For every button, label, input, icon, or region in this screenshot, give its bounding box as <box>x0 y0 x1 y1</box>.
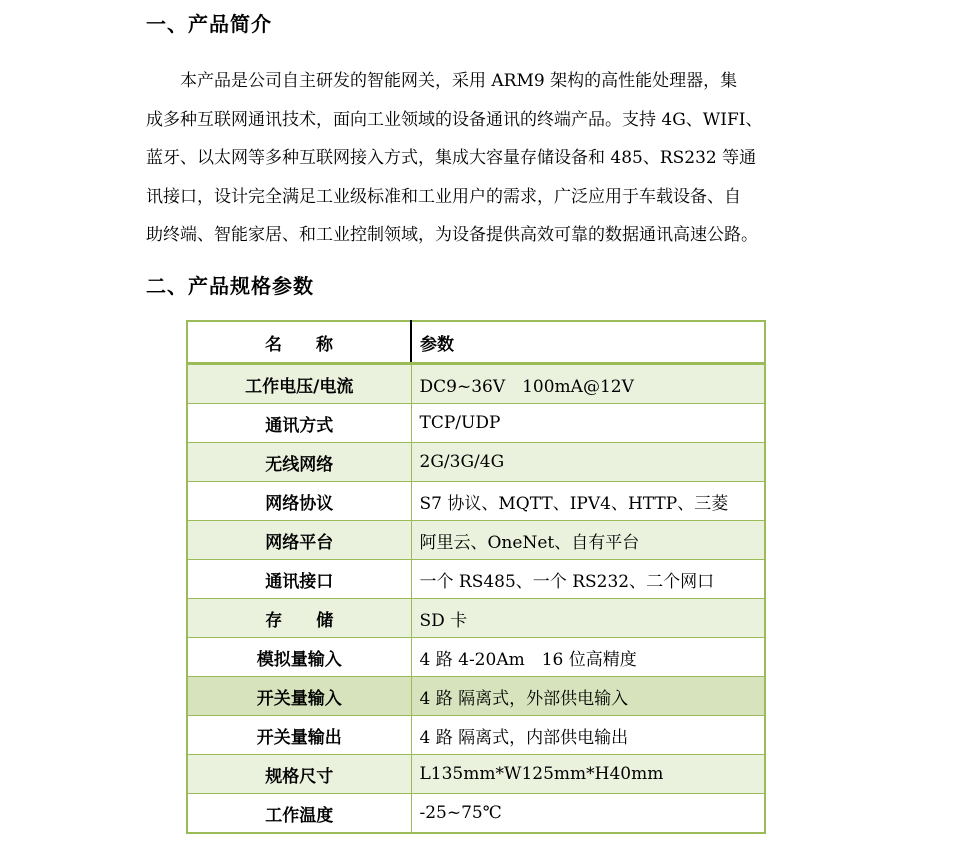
intro-line: 讯接口，设计完全满足工业级标准和工业用户的需求，广泛应用于车载设备、自 <box>146 186 741 207</box>
param-name: 规格尺寸 <box>187 755 411 794</box>
header-name-cell: 名 称 <box>187 321 411 364</box>
table-row <box>187 404 765 443</box>
param-name: 模拟量输入 <box>187 638 411 677</box>
spec-table <box>186 320 766 834</box>
header-value-cell: 参数 <box>411 321 765 364</box>
param-name: 存 储 <box>187 599 411 638</box>
table-row <box>187 443 765 482</box>
section-heading-intro: 一、产品简介 <box>146 12 272 36</box>
table-row <box>187 755 765 794</box>
param-name: 开关量输入 <box>187 677 411 716</box>
table-header-row <box>187 321 765 364</box>
intro-line: 本产品是公司自主研发的智能网关，采用 ARM9 架构的高性能处理器，集 <box>180 71 738 91</box>
param-value: 4 路 隔离式，内部供电输出 <box>411 716 765 755</box>
table-row <box>187 560 765 599</box>
param-value: TCP/UDP <box>411 404 765 443</box>
intro-line: 成多种互联网通讯技术，面向工业领域的设备通讯的终端产品。支持 4G、WIFI、 <box>146 109 763 130</box>
param-value: L135mm*W125mm*H40mm <box>411 755 765 794</box>
param-value: 4 路 隔离式，外部供电输入 <box>411 677 765 716</box>
intro-line: 蓝牙、以太网等多种互联网接入方式，集成大容量存储设备和 485、RS232 等通 <box>146 148 757 168</box>
param-value: -25~75℃ <box>411 794 765 834</box>
intro-paragraph <box>146 62 814 255</box>
param-value: 阿里云、OneNet、自有平台 <box>411 521 765 560</box>
table-row <box>187 482 765 521</box>
param-name: 无线网络 <box>187 443 411 482</box>
intro-line: 助终端、智能家居、和工业控制领域，为设备提供高效可靠的数据通讯高速公路。 <box>146 225 758 245</box>
param-name: 通讯方式 <box>187 404 411 443</box>
param-value: SD 卡 <box>411 599 765 638</box>
table-row <box>187 677 765 716</box>
table-row <box>187 716 765 755</box>
param-name: 工作电压/电流 <box>187 364 411 404</box>
table-row <box>187 364 765 404</box>
table-row <box>187 638 765 677</box>
param-name: 开关量输出 <box>187 716 411 755</box>
param-name: 网络平台 <box>187 521 411 560</box>
param-value: 2G/3G/4G <box>411 443 765 482</box>
param-value: 一个 RS485、一个 RS232、二个网口 <box>411 560 765 599</box>
param-name: 网络协议 <box>187 482 411 521</box>
param-value: 4 路 4-20Am 16 位高精度 <box>411 638 765 677</box>
table-row <box>187 599 765 638</box>
table-row <box>187 794 765 834</box>
param-value: DC9~36V 100mA@12V <box>411 364 765 404</box>
section-heading-spec: 二、产品规格参数 <box>146 274 314 298</box>
param-name: 通讯接口 <box>187 560 411 599</box>
param-name: 工作温度 <box>187 794 411 834</box>
table-row <box>187 521 765 560</box>
param-value: S7 协议、MQTT、IPV4、HTTP、三菱 <box>411 482 765 521</box>
